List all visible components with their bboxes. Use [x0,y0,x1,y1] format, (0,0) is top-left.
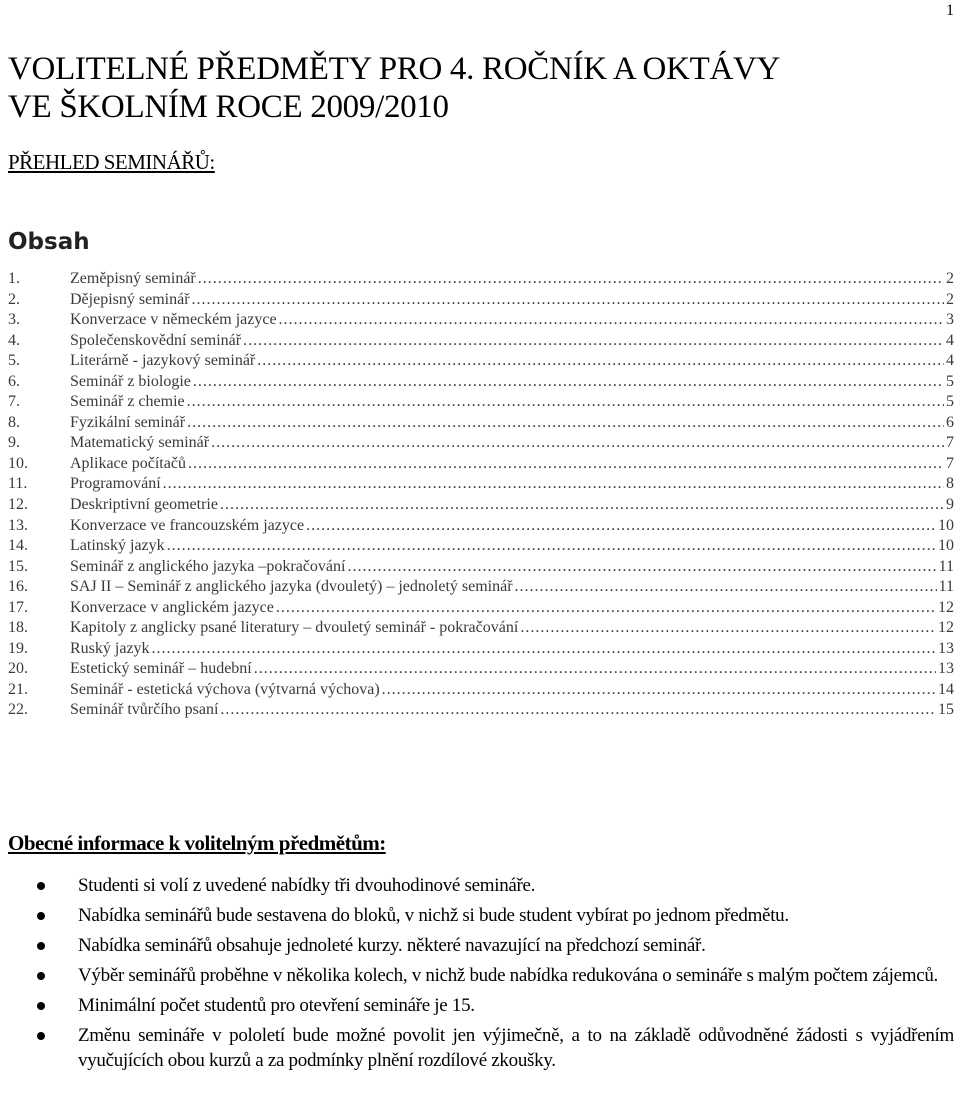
toc-entry-18[interactable] [8,618,954,639]
toc-leader [257,351,944,372]
toc-leader [152,639,936,660]
toc-page: 3 [946,311,954,329]
toc-label: Seminář z anglického jazyka –pokračování [70,557,346,575]
toc-number: 18. [8,619,28,637]
toc-entry-2[interactable] [8,290,954,311]
toc-leader [211,433,944,454]
list-item-text: Nabídka seminářů obsahuje jednoleté kurzy. některé navazující na předchozí seminář. [78,935,706,956]
toc-number: 8. [8,413,20,431]
page-title-line-2: VE ŠKOLNÍM ROCE 2009/2010 [8,89,449,125]
toc-page: 12 [938,598,954,616]
toc-leader [520,618,936,639]
toc-page: 2 [946,290,954,308]
toc-number: 13. [8,516,28,534]
toc-leader [306,516,936,537]
toc-entry-9[interactable] [8,433,954,454]
toc-entry-8[interactable] [8,413,954,434]
toc-page: 7 [946,454,954,472]
toc-entry-6[interactable] [8,372,954,393]
toc-page: 13 [938,660,954,678]
toc-number: 2. [8,290,20,308]
page-title [8,50,908,126]
page-title-line-1: VOLITELNÉ PŘEDMĚTY PRO 4. ROČNÍK A OKTÁVY [8,51,781,87]
toc-leader [243,331,944,352]
toc-label: Programování [70,475,161,493]
toc-leader [193,372,944,393]
toc-page: 9 [946,496,954,514]
toc-number: 22. [8,701,28,719]
toc-number: 16. [8,578,28,596]
toc-page: 4 [946,352,954,370]
toc-leader [220,495,944,516]
toc-label: Seminář tvůrčího psaní [70,701,219,719]
toc-page: 4 [946,331,954,349]
toc-label: Aplikace počítačů [70,454,186,472]
toc-leader [198,269,944,290]
toc-page: 13 [938,639,954,657]
toc-number: 19. [8,639,28,657]
toc-label: Estetický seminář – hudební [70,660,252,678]
bullet-icon [37,1032,45,1040]
toc-entry-7[interactable] [8,392,954,413]
list-item [0,1023,960,1073]
toc-number: 11. [8,475,28,493]
toc-entry-3[interactable] [8,310,954,331]
toc-page: 2 [946,270,954,287]
toc-label: Konverzace v anglickém jazyce [70,598,274,616]
toc-page: 6 [946,413,954,431]
toc-label: Společenskovědní seminář [70,331,242,349]
bullet-icon [37,1002,45,1010]
toc-number: 1. [8,270,20,287]
toc-label: Fyzikální seminář [70,413,186,431]
toc-label: Konverzace ve francouzském jazyce [70,516,305,534]
toc-entry-21[interactable] [8,680,954,701]
toc-entry-4[interactable] [8,331,954,352]
toc-number: 15. [8,557,28,575]
page-number: 1 [946,2,954,19]
toc-number: 10. [8,454,28,472]
table-of-contents [8,269,954,721]
list-item-text: Změnu semináře v pololetí bude možné povolit jen výjimečně, a to na základě odůvodněné žádosti s vyjádřením vyučujících obou kurzů a za podmínky plnění rozdílové zkoušky. [78,1025,954,1071]
toc-entry-17[interactable] [8,598,954,619]
toc-label: Seminář z biologie [70,372,191,390]
toc-entry-19[interactable] [8,639,954,660]
list-item [0,933,960,958]
toc-entry-5[interactable] [8,351,954,372]
overview-heading: PŘEHLED SEMINÁŘŮ: [8,150,215,174]
toc-page: 12 [938,619,954,637]
toc-number: 20. [8,660,28,678]
toc-entry-1[interactable] [8,269,954,290]
toc-page: 5 [946,372,954,390]
toc-number: 4. [8,331,20,349]
toc-label: Seminář - estetická výchova (výtvarná výchova) [70,680,380,698]
toc-label: Ruský jazyk [70,639,150,657]
toc-page: 10 [938,537,954,555]
toc-label: Konverzace v německém jazyce [70,311,277,329]
toc-page: 14 [938,680,954,698]
toc-number: 6. [8,372,20,390]
toc-entry-13[interactable] [8,516,954,537]
list-item-text: Výběr seminářů proběhne v několika kolech, v nichž bude nabídka redukována o semináře s malým počtem zájemců. [78,965,938,986]
toc-leader [192,290,944,311]
list-item-text: Studenti si volí z uvedené nabídky tři dvouhodinové semináře. [78,875,536,896]
toc-entry-11[interactable] [8,474,954,495]
toc-entry-20[interactable] [8,659,954,680]
info-list [0,873,960,1078]
toc-leader [254,659,936,680]
toc-page: 8 [946,475,954,493]
list-item [0,903,960,928]
toc-leader [220,700,936,721]
bullet-icon [37,882,45,890]
list-item [0,993,960,1018]
toc-leader [279,310,944,331]
toc-page: 7 [946,434,954,452]
toc-label: Latinský jazyk [70,537,165,555]
toc-number: 9. [8,434,20,452]
toc-leader [163,474,944,495]
toc-page: 11 [938,557,954,575]
toc-leader [382,680,936,701]
toc-page: 5 [946,393,954,411]
info-heading: Obecné informace k volitelným předmětům: [8,831,386,855]
toc-leader [347,557,936,578]
toc-leader [515,577,937,598]
toc-title: Obsah [8,229,90,255]
toc-entry-10[interactable] [8,454,954,475]
list-item [0,963,960,988]
toc-label: SAJ II – Seminář z anglického jazyka (dvouletý) – jednoletý seminář [70,578,513,596]
toc-entry-12[interactable] [8,495,954,516]
toc-leader [188,454,944,475]
toc-page: 15 [938,701,954,719]
toc-entry-22[interactable] [8,700,954,721]
toc-label: Deskriptivní geometrie [70,496,218,514]
bullet-icon [37,912,45,920]
toc-page: 11 [938,578,954,596]
toc-entry-15[interactable] [8,557,954,578]
toc-leader [167,536,936,557]
toc-page: 10 [938,516,954,534]
toc-label: Dějepisný seminář [70,290,190,308]
toc-number: 17. [8,598,28,616]
list-item-text: Nabídka seminářů bude sestavena do bloků, v nichž si bude student vybírat po jednom předmětu. [78,905,789,926]
toc-leader [187,413,944,434]
toc-leader [276,598,936,619]
toc-number: 21. [8,680,28,698]
toc-number: 14. [8,537,28,555]
list-item [0,873,960,898]
toc-number: 5. [8,352,20,370]
bullet-icon [37,942,45,950]
toc-label: Zeměpisný seminář [70,270,196,287]
toc-number: 7. [8,393,20,411]
toc-entry-14[interactable] [8,536,954,557]
list-item-text: Minimální počet studentů pro otevření semináře je 15. [78,995,475,1016]
toc-label: Kapitoly z anglicky psané literatury – dvouletý seminář - pokračování [70,619,519,637]
bullet-icon [37,972,45,980]
toc-number: 3. [8,311,20,329]
toc-number: 12. [8,496,28,514]
toc-entry-16[interactable] [8,577,954,598]
toc-leader [187,392,944,413]
toc-label: Literárně - jazykový seminář [70,352,256,370]
toc-label: Matematický seminář [70,434,210,452]
toc-label: Seminář z chemie [70,393,185,411]
